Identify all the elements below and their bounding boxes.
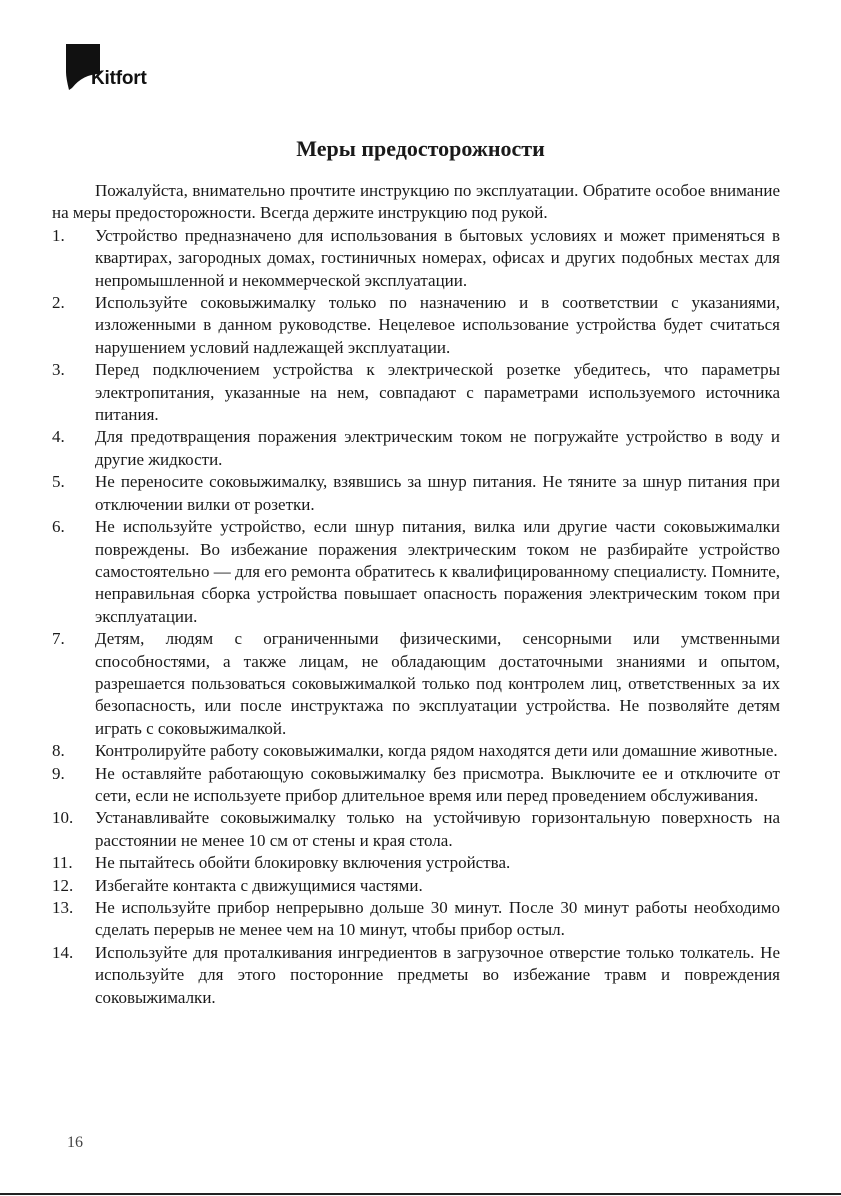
item-text: Не оставляйте работающую соковыжималку без присмотра. Выключите ее и отключите от сети, если не используете прибор длительное время или перед проведением обслуживания. xyxy=(95,763,780,805)
list-item xyxy=(52,740,780,762)
item-text: Не пытайтесь обойти блокировку включения устройства. xyxy=(95,853,511,873)
page-number: 16 xyxy=(67,1134,83,1151)
intro-paragraph: Пожалуйста, внимательно прочтите инструкцию по эксплуатации. Обратите особое внимание на меры предосторожности. Всегда держите инструкцию под рукой. xyxy=(52,181,780,223)
list-item xyxy=(52,292,780,359)
list-item xyxy=(52,471,780,516)
list-item xyxy=(52,875,780,897)
precautions-list xyxy=(52,225,780,1009)
page-title: Меры предосторожности xyxy=(296,136,545,161)
item-text: Устанавливайте соковыжималку только на устойчивую горизонтальную поверхность на расстоянии не менее 10 см от стены и края стола. xyxy=(95,808,780,850)
item-text: Для предотвращения поражения электрическим током не погружайте устройство в воду и другие жидкости. xyxy=(95,427,780,469)
item-number: 12. xyxy=(52,875,74,895)
list-item xyxy=(52,359,780,426)
item-number: 9. xyxy=(52,763,65,783)
item-text: Не используйте прибор непрерывно дольше 30 минут. После 30 минут работы необходимо сделать перерыв не менее чем на 10 минут, чтобы прибор остыл. xyxy=(95,898,780,940)
item-text: Контролируйте работу соковыжималки, когда рядом находятся дети или домашние животные. xyxy=(95,741,778,761)
list-item xyxy=(52,763,780,808)
brand-name: Kitfort xyxy=(91,68,147,89)
list-item xyxy=(52,852,780,874)
list-item xyxy=(52,807,780,852)
item-text: Перед подключением устройства к электрической розетке убедитесь, что параметры электропитания, указанные на нем, совпадают с параметрами используемого источника питания. xyxy=(95,360,780,425)
list-item xyxy=(52,516,780,628)
item-number: 1. xyxy=(52,225,65,245)
item-text: Не переносите соковыжималку, взявшись за шнур питания. Не тяните за шнур питания при отключении вилки от розетки. xyxy=(95,472,780,514)
item-number: 8. xyxy=(52,741,65,761)
item-number: 5. xyxy=(52,472,65,492)
list-item xyxy=(52,628,780,740)
list-item xyxy=(52,942,780,1009)
item-number: 6. xyxy=(52,517,65,537)
item-number: 10. xyxy=(52,808,74,828)
item-text: Используйте для проталкивания ингредиентов в загрузочное отверстие только толкатель. Не используйте для этого посторонние предметы во избежание травм и повреждения соковыжималки. xyxy=(95,942,780,1007)
item-text: Устройство предназначено для использования в бытовых условиях и может применяться в квартирах, загородных домах, гостиничных номерах, офисах и других подобных местах для непромышленной и некоммерческой эксплуатации. xyxy=(95,225,780,290)
list-item xyxy=(52,225,780,292)
item-number: 3. xyxy=(52,360,65,380)
item-text: Не используйте устройство, если шнур питания, вилка или другие части соковыжималки повреждены. Во избежание поражения электрическим током не разбирайте устройство самостоятельно — для его ремонта обратитесь к квалифицированному специалисту. Помните, неправильная сборка устройства повышает опасность поражения электрическим током при эксплуатации. xyxy=(95,517,780,626)
bottom-divider xyxy=(0,1193,841,1195)
item-text: Детям, людям с ограниченными физическими, сенсорными или умственными способностями, а также лицам, не обладающим достаточными знаниями и опытом, разрешается пользоваться соковыжималкой только под контролем лиц, ответственных за их безопасность, или после инструктажа по эксплуатации устройства. Не позволяйте детям играть с соковыжималкой. xyxy=(95,629,780,738)
safety-content xyxy=(52,180,780,1009)
item-number: 13. xyxy=(52,898,74,917)
item-number: 14. xyxy=(52,942,74,962)
item-number: 7. xyxy=(52,629,65,649)
item-text: Используйте соковыжималку только по назначению и в соответствии с указаниями, изложенными в данном руководстве. Нецелевое использование устройства будет считаться нарушением условий надлежащей эксплуатации. xyxy=(95,293,780,357)
item-number: 11. xyxy=(52,853,73,873)
item-number: 4. xyxy=(52,427,65,447)
list-item xyxy=(52,897,780,942)
kitfort-logo xyxy=(66,44,176,90)
item-number: 2. xyxy=(52,293,65,313)
item-text: Избегайте контакта с движущимися частями. xyxy=(95,875,423,895)
list-item xyxy=(52,426,780,471)
